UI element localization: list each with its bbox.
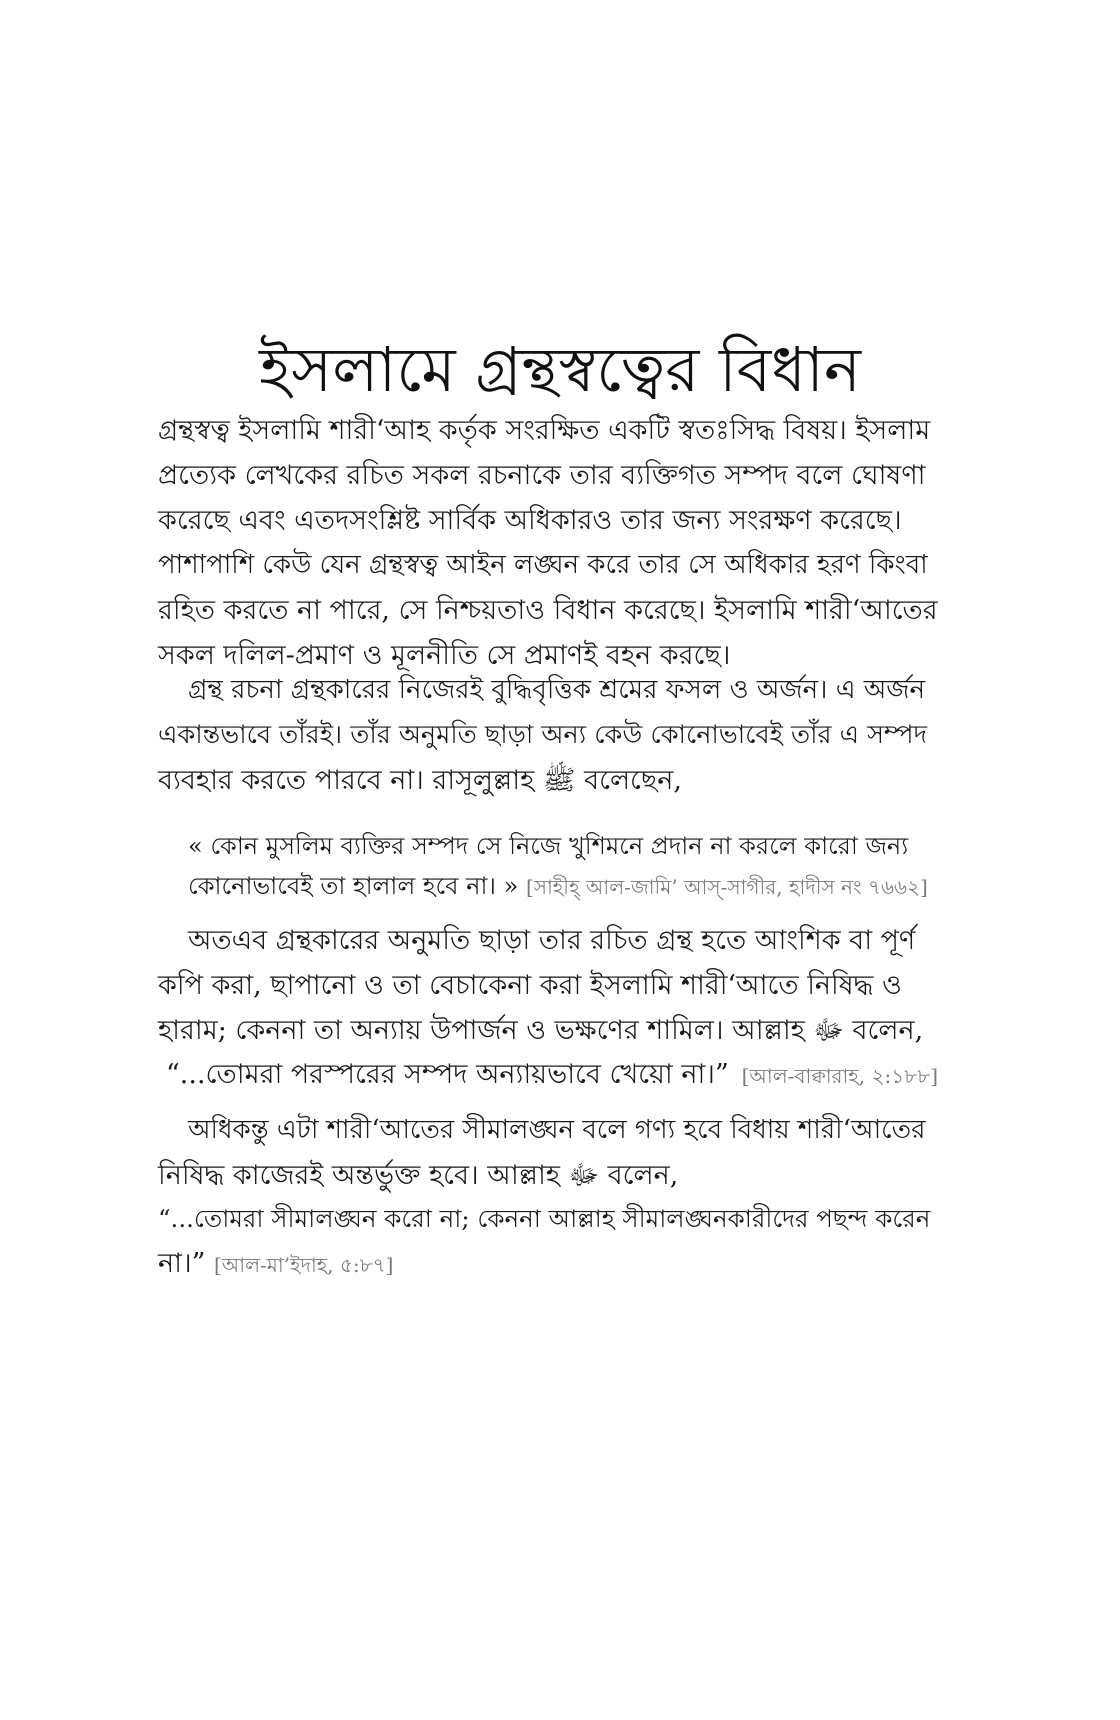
text-line: অধিকন্তু এটা শারী‘আতের সীমালঙ্ঘন বলে গণ্য হবে বিধায় শারী‘আতের	[188, 1115, 926, 1145]
text-line: কপি করা, ছাপানো ও তা বেচাকেনা করা ইসলামি শারী‘আতে নিষিদ্ধ ও	[158, 970, 902, 1001]
text-line: গ্রন্থস্বত্ব ইসলামি শারী‘আহ কর্তৃক সংরক্ষিত একটি স্বতঃসিদ্ধ বিষয়। ইসলাম	[158, 415, 931, 446]
text-line: একান্তভাবে তাঁরই। তাঁর অনুমতি ছাড়া অন্য কেউ কোনোভাবেই তাঁর এ সম্পদ	[158, 720, 927, 750]
quote-line: “...তোমরা সীমালঙ্ঘন করো না; কেননা আল্লাহ সীমালঙ্ঘনকারীদের পছন্দ করেন	[158, 1204, 931, 1233]
hadith-line: « কোন মুসলিম ব্যক্তির সম্পদ সে নিজে খুশিমনে প্রদান না করলে কারো জন্য	[188, 832, 909, 860]
quote-line-2: না।” [আল-মা’ইদাহ, ৫:৮৭]	[158, 1248, 394, 1279]
text-line: রহিত করতে না পারে, সে নিশ্চয়তাও বিধান করেছে। ইসলামি শারী‘আতের	[158, 595, 938, 626]
quote-row	[158, 1052, 938, 1099]
paragraph-2	[158, 668, 938, 803]
quote-reference: [আল-বাক্বারাহ, ২:১৮৮]	[741, 1064, 938, 1088]
text-line: নিষিদ্ধ কাজেরই অন্তর্ভুক্ত হবে। আল্লাহ ﷻ বলেন,	[158, 1160, 679, 1191]
page-title: ইসলামে গ্রন্থস্বত্বের বিধান	[258, 333, 861, 406]
paragraph-4	[158, 1108, 938, 1198]
text-line: প্রত্যেক লেখকের রচিত সকল রচনাকে তার ব্যক্তিগত সম্পদ বলে ঘোষণা	[158, 460, 926, 491]
text-line: গ্রন্থ রচনা গ্রন্থকারের নিজেরই বুদ্ধিবৃত্তিক শ্রমের ফসল ও অর্জন। এ অর্জন	[188, 675, 926, 705]
quran-quote-1	[158, 1052, 938, 1099]
hadith-reference: [সাহীহ্ আল-জামি’ আস্-সাগীর, হাদীস নং ৭৬৬২]	[525, 875, 928, 899]
text-line: সকল দলিল-প্রমাণ ও মূলনীতি সে প্রমাণই বহন করছে।	[158, 640, 731, 671]
text-line: করেছে এবং এতদসংশ্লিষ্ট সার্বিক অধিকারও তার জন্য সংরক্ষণ করেছে।	[158, 505, 902, 536]
quote-text: “...তোমরা পরস্পরের সম্পদ অন্যায়ভাবে খেয়ো না।”	[166, 1059, 729, 1090]
hadith-quote	[188, 826, 938, 907]
hadith-line-2: কোনোভাবেই তা হালাল হবে না। » [সাহীহ্ আল-জামি’ আস্-সাগীর, হাদীস নং ৭৬৬২]	[188, 872, 928, 900]
paragraph-1	[158, 408, 938, 678]
paragraph-3	[158, 918, 938, 1053]
text-line: পাশাপাশি কেউ যেন গ্রন্থস্বত্ব আইন লঙ্ঘন করে তার সে অধিকার হরণ কিংবা	[158, 550, 928, 580]
text-line: অতএব গ্রন্থকারের অনুমতি ছাড়া তার রচিত গ্রন্থ হতে আংশিক বা পূর্ণ	[188, 925, 916, 956]
quran-quote-2	[158, 1196, 938, 1288]
text-line: হারাম; কেননা তা অন্যায় উপার্জন ও ভক্ষণের শামিল। আল্লাহ ﷻ বলেন,	[158, 1015, 924, 1046]
text-line: ব্যবহার করতে পারবে না। রাসূলুল্লাহ ﷺ বলেছেন,	[158, 765, 682, 796]
quote-reference: [আল-মা’ইদাহ, ৫:৮৭]	[214, 1253, 394, 1277]
